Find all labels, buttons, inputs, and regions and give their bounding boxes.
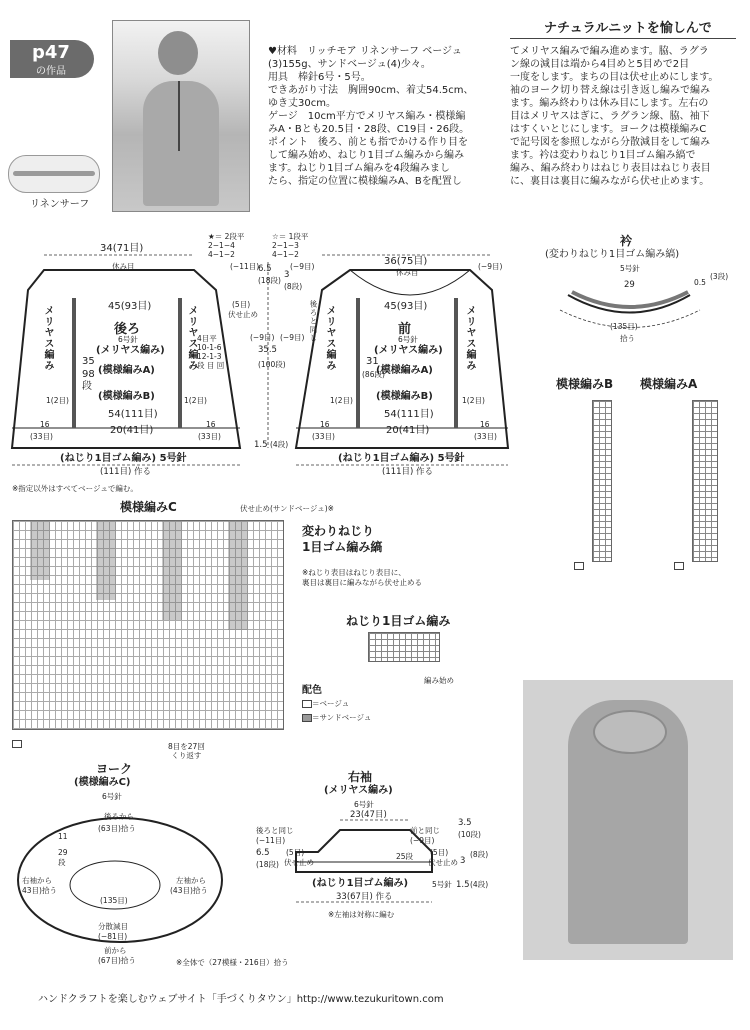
dim-100: (100段) — [258, 360, 286, 369]
twisted-rib-title: ねじり1目ゴム編み — [346, 614, 451, 628]
dim-minus9b: (−9目) — [280, 333, 305, 342]
variant-title-1: 変わりねじり — [302, 524, 375, 538]
front-minus9: (−9目) — [478, 262, 503, 271]
sleeve-needle5: 5号針 — [432, 880, 452, 889]
pattern-a-chart — [692, 400, 718, 562]
beige-swatch — [302, 700, 312, 708]
back-d33-right: (33目) — [198, 432, 221, 441]
back-d1-right: 1(2目) — [184, 396, 207, 405]
page-number: p47 — [32, 42, 70, 63]
back-rows35: 35 — [82, 356, 95, 367]
collar-title: 衿 — [620, 234, 633, 248]
sleeve-d35: 3.5 — [458, 818, 472, 828]
sleeve-d5-right: (5目) — [430, 848, 449, 857]
yoke-back-count: (63目)拾う — [98, 824, 136, 833]
back-rib-label: (ねじり1目ゴム編み) 5号針 — [60, 453, 187, 464]
yoke-left-count: (43目)拾う — [170, 886, 208, 895]
front-rib-count: (111目) 作る — [382, 467, 434, 477]
yoke-front-count: (67目)拾う — [98, 956, 136, 965]
pattern-c-shade — [228, 520, 248, 630]
sleeve-d25: 25段 — [396, 852, 414, 861]
sleeve-d3: 3 — [460, 856, 466, 866]
dim-65: 6.5 — [258, 264, 272, 274]
yarn-label: リネンサーフ — [30, 199, 90, 210]
text-line: たら、指定の位置に模様編みA、Bを配置し — [268, 176, 462, 187]
dim-4: (4段) — [270, 440, 289, 449]
sleeve-note: ※左袖は対称に編む — [328, 910, 395, 919]
back-dec: 4目平 10-1-6 12-1-3 段 目 回 — [197, 334, 225, 370]
sleeve-title: 右袖 — [348, 770, 373, 784]
dim-355: 35.5 — [258, 345, 277, 355]
back-title: 後ろ — [114, 322, 141, 337]
yoke-sub: (模様編みC) — [74, 777, 131, 788]
back-top-width: 34(71目) — [100, 243, 144, 254]
text-line: ン線の減目は端から4目めと5目めで2目 — [510, 59, 690, 70]
sleeve-minus11: (−11目) — [256, 836, 286, 845]
sleeve-same-back: 後ろと同じ — [256, 826, 294, 835]
sleeve-d15: 1.5 — [456, 880, 470, 890]
pattern-a-legend-icon — [674, 562, 684, 570]
collar-width: 29 — [624, 280, 635, 290]
sleeve-d8: (8段) — [470, 850, 489, 859]
pattern-c-shade — [162, 520, 182, 620]
text-line: ♥材料 リッチモア リネンサーフ ベージュ — [268, 46, 462, 57]
dim-3: 3 — [284, 270, 290, 280]
front-top-width: 36(75目) — [384, 256, 428, 267]
sleeve-sub: (メリヤス編み) — [324, 785, 393, 796]
front-rib-label: (ねじり1目ゴム編み) 5号針 — [338, 453, 465, 464]
back-side-right: メリヤス編み — [186, 305, 197, 371]
front-s45: 45(93目) — [384, 301, 428, 312]
yoke-total: ※全体で（27模様・216目）拾う — [176, 958, 289, 967]
back-rest: 休み目 — [112, 262, 135, 271]
dim-minus9c: (−9目) — [290, 262, 315, 271]
collar-needle: 5号針 — [620, 264, 640, 273]
back-stitch: (メリヤス編み) — [96, 345, 165, 356]
text-line: 一度をします。まちの目は伏せ止めにします。 — [510, 72, 719, 83]
front-d33-right: (33目) — [474, 432, 497, 441]
text-line: てメリヤス編みで編み進めます。脇、ラグラ — [510, 46, 709, 57]
back-d33-left: (33目) — [30, 432, 53, 441]
yoke-right-count: 43目)拾う — [22, 886, 57, 895]
dim-18: (18段) — [258, 276, 281, 285]
back-d16-right: 16 — [206, 420, 216, 429]
twisted-rib-chart — [368, 632, 440, 662]
collar-h: 0.5 — [694, 278, 706, 287]
sleeve-rib: (ねじり1目ゴム編み) — [312, 878, 409, 889]
sleeve-same-front: 前と同じ — [410, 826, 440, 835]
dim-8: (8段) — [284, 282, 303, 291]
sleeve-d65: 6.5 — [256, 848, 270, 858]
variant-title-2: 1目ゴム編み縞 — [302, 540, 383, 554]
text-line: ゲージ 10cm平方でメリヤス編み・模様編 — [268, 111, 466, 122]
text-line: して編み始め、ねじり1目ゴム編みから編み — [268, 150, 464, 161]
back-pattern-a: (模様編みA) — [98, 365, 155, 376]
variant-note-2: 裏目は裏目に編みながら伏せ止める — [302, 578, 422, 587]
collar-pick: 拾う — [620, 334, 635, 343]
back-s20: 20(41目) — [110, 425, 154, 436]
text-line: できあがり寸法 胸囲90cm、着丈54.5cm、 — [268, 85, 474, 96]
back-rows98: 98 — [82, 369, 95, 380]
sleeve-top: 23(47目) — [350, 810, 387, 820]
sleeve-fuse-left: 伏せ止め — [284, 858, 314, 867]
colors-title: 配色 — [302, 685, 322, 696]
star-note-b: ☆＝ 1段平 2−1−3 4−1−2 — [272, 232, 309, 259]
front-d16-right: 16 — [480, 420, 490, 429]
text-line: (3)155g、サンドベージュ(4)少々。 — [268, 59, 431, 70]
star-note-a: ★＝ 2段平 2−1−4 4−1−2 — [208, 232, 245, 259]
text-line: みA・Bとも20.5目・28段、C19目・26段。 — [268, 124, 470, 135]
sleeve-minus9: (−9目) — [410, 836, 435, 845]
text-line: 編み、編み終わりはねじり表目はねじり表目 — [510, 163, 711, 174]
collar-h2: (3段) — [710, 272, 729, 281]
back-d16-left: 16 — [40, 420, 50, 429]
sleeve-d10: (10段) — [458, 830, 481, 839]
front-side-right: メリヤス編み — [464, 305, 475, 371]
color-sand-beige: ＝サンドベージュ — [312, 713, 372, 722]
back-s54: 54(111目) — [108, 409, 158, 420]
yoke-center: (135目) — [100, 896, 128, 905]
pattern-c-title: 模様編みC — [120, 500, 177, 514]
sleeve-d4: (4段) — [470, 880, 489, 889]
text-line: はすくいとじにします。ヨークは模様編みC — [510, 124, 707, 135]
collar-sub: (変わりねじり1目ゴム編み縞) — [545, 249, 680, 260]
sleeve-needle: 6号針 — [354, 800, 374, 809]
back-side-left: メリヤス編み — [42, 305, 53, 371]
pattern-c-repeat: 8目を27回 くり返す — [168, 742, 205, 760]
yoke-from-front: 前から — [104, 946, 127, 955]
header-title: ナチュラルニットを愉しんで — [544, 21, 712, 36]
pattern-a-title: 模様編みA — [640, 377, 698, 391]
twisted-rib-start: 編み始め — [424, 676, 454, 685]
text-line: ポイント 後ろ、前とも指でかける作り目を — [268, 137, 468, 148]
yoke-rows: 段 — [58, 858, 66, 867]
text-line: 用具 棒針6号・5号。 — [268, 72, 371, 83]
back-plus5: (5目) — [232, 300, 251, 309]
yoke-title: ヨーク — [96, 762, 133, 776]
front-rest: 休み目 — [396, 268, 419, 277]
yoke-s11: 11 — [58, 832, 68, 841]
front-side-left: メリヤス編み — [324, 305, 335, 371]
front-rows86: (86段) — [362, 370, 385, 379]
text-line: 袖のヨーク切り替え線は引き返し編みで編み — [510, 85, 710, 96]
front-needle: 6号針 — [398, 335, 418, 344]
front-s54: 54(111目) — [384, 409, 434, 420]
dim-15: 1.5 — [254, 440, 268, 450]
yoke-dist-count: (−81目) — [98, 932, 128, 941]
sleeve-fuse-right: 伏せ止め — [428, 858, 458, 867]
back-rib-count: (111目) 作る — [100, 467, 152, 477]
sleeve-d5-left: (5目) — [286, 848, 305, 857]
text-line: ゆき丈30cm。 — [268, 98, 336, 109]
front-d16-left: 16 — [320, 420, 330, 429]
front-d33-left: (33目) — [312, 432, 335, 441]
dim-minus9a: (−9目) — [250, 333, 275, 342]
front-title: 前 — [398, 322, 412, 337]
sleeve-bottom: 33(67目) 作る — [336, 892, 393, 902]
sand-beige-swatch — [302, 714, 312, 722]
text-line: に、裏目は裏目に編みながら伏せ止めます。 — [510, 176, 710, 187]
sleeve-d18: (18段) — [256, 860, 279, 869]
pattern-b-legend-icon — [574, 562, 584, 570]
garment-photo — [523, 680, 733, 960]
footer-text: ハンドクラフトを楽しむウェブサイト「手づくりタウン」http://www.tezukuritown.com — [38, 994, 444, 1005]
yoke-dist: 分散減目 — [98, 922, 128, 931]
pattern-c-legend-icon — [12, 740, 22, 748]
yoke-needle: 6号針 — [102, 792, 122, 801]
back-d1-left: 1(2目) — [46, 396, 69, 405]
front-s20: 20(41目) — [386, 425, 430, 436]
back-fuse: 伏せ止め — [228, 310, 258, 319]
pattern-b-chart — [592, 400, 612, 562]
variant-note-1: ※ねじり表目はねじり表目に、 — [302, 568, 406, 577]
back-s45: 45(93目) — [108, 301, 152, 312]
front-pattern-a: (模様編みA) — [376, 365, 433, 376]
yoke-left: 左袖から — [176, 876, 206, 885]
front-stitch: (メリヤス編み) — [374, 345, 443, 356]
back-needle: 6号針 — [118, 335, 138, 344]
page-number-label: の作品 — [36, 66, 66, 77]
front-d1-right: 1(2目) — [462, 396, 485, 405]
text-line: ます。衿は変わりねじり1目ゴム編み縞で — [510, 150, 696, 161]
yoke-s29: 29 — [58, 848, 68, 857]
front-d1-left: 1(2目) — [330, 396, 353, 405]
back-minus11: (−11目) — [230, 262, 260, 271]
front-pattern-b: (模様編みB) — [376, 391, 433, 402]
pattern-c-shade — [30, 520, 50, 580]
yoke-right: 右袖から — [22, 876, 52, 885]
pattern-b-title: 模様編みB — [556, 377, 614, 391]
text-line: ます。編み終わりは休み目にします。左右の — [510, 98, 709, 109]
back-rows-unit: 段 — [82, 381, 92, 392]
front-same-as-back: 後ろと同じ — [309, 300, 318, 343]
text-line: ます。ねじり1目ゴム編みを4段編みまし — [268, 163, 450, 174]
collar-count: (135目) — [610, 322, 638, 331]
yoke-from-back: 後ろから — [104, 812, 134, 821]
back-pattern-b: (模様編みB) — [98, 391, 155, 402]
pattern-c-note: 伏せ止め(サンドベージュ)※ — [240, 504, 334, 513]
pattern-c-shade — [96, 520, 116, 600]
color-beige: ＝ベージュ — [312, 699, 350, 708]
color-note: ※指定以外はすべてベージュで編む。 — [12, 484, 138, 493]
front-rows31: 31 — [366, 356, 379, 367]
text-line: 目はメリヤスはぎに、ラグラン線、脇、袖下 — [510, 111, 710, 122]
text-line: で記号図を参照しながら分散減目をして編み — [510, 137, 710, 148]
